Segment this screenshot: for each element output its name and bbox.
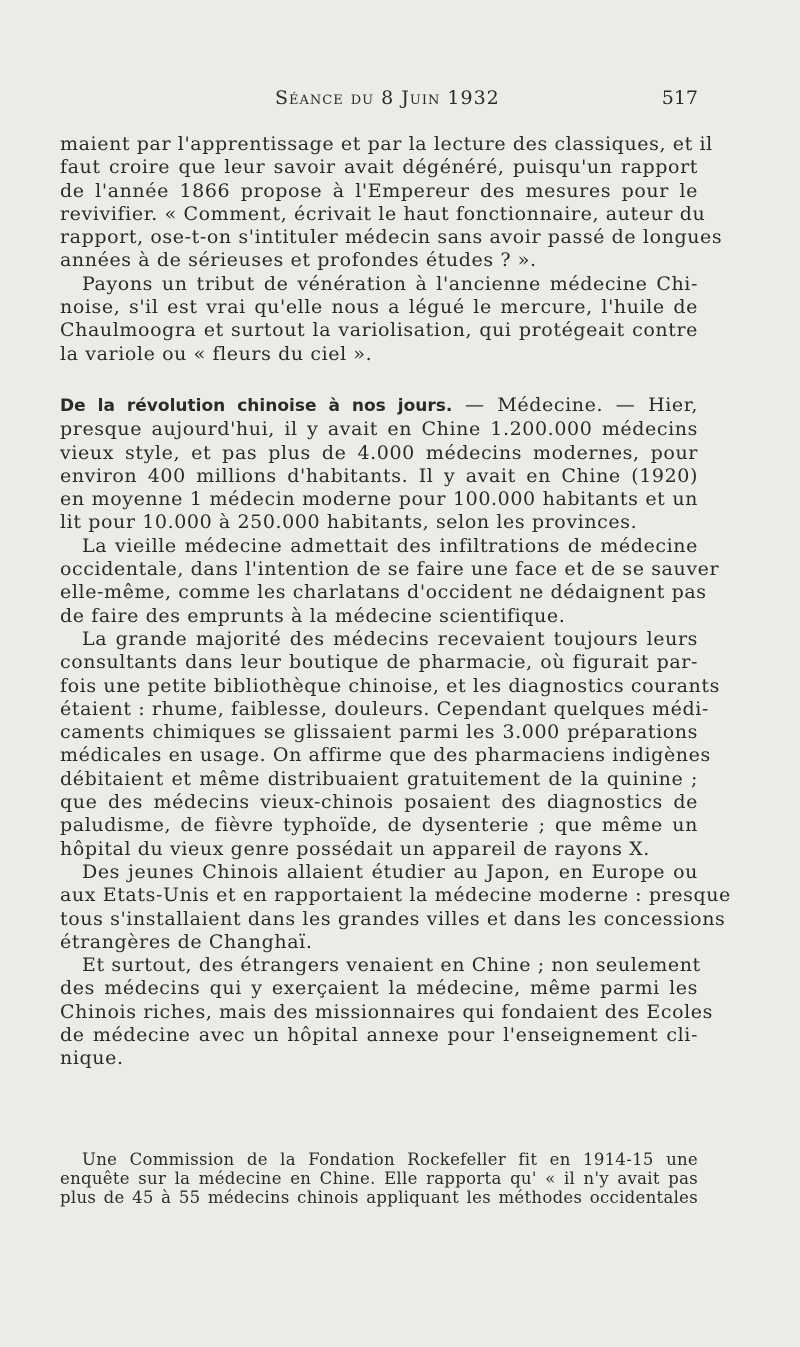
text-line: La grande majorité des médecins recevaient toujours leurs — [82, 627, 698, 650]
text-line: fois une petite bibliothèque chinoise, et les diagnostics courants — [60, 674, 720, 697]
text-line: rapport, ose-t-on s'intituler médecin sans avoir passé de longues — [60, 226, 723, 249]
text-line: elle-même, comme les charlatans d'occident ne dédaignent pas — [60, 581, 707, 604]
text-line: tous s'installaient dans les grandes villes et dans les concessions — [60, 907, 726, 930]
text-line: étrangères de Changhaï. — [60, 930, 313, 953]
paragraph-4 — [60, 534, 720, 628]
text-line: occidentale, dans l'intention de se faire une face et de se sauver — [60, 558, 720, 581]
text-line: aux Etats-Unis et en rapportaient la médecine moderne : presque — [60, 884, 731, 907]
paragraph-7 — [60, 954, 713, 1070]
section-heading: De la révolution chinoise à nos jours. — [60, 395, 453, 416]
text-line: des médecins qui y exerçaient la médecine, même parmi les — [60, 977, 698, 1000]
text-line: caments chimiques se glissaient parmi les 3.000 préparations — [60, 721, 698, 744]
text-line: Chaulmoogra et surtout la variolisation, qui protégeait contre — [60, 319, 698, 342]
text-line: noise, s'il est vrai qu'elle nous a légué le mercure, l'huile de — [60, 296, 698, 319]
text-line: lit pour 10.000 à 250.000 habitants, selon les provinces. — [60, 511, 638, 534]
text-line: faut croire que leur savoir avait dégénéré, puisqu'un rapport — [60, 156, 698, 179]
footnote-line: Une Commission de la Fondation Rockefeller fit en 1914-15 une — [82, 1150, 698, 1169]
text-line: Et surtout, des étrangers venaient en Chine ; non seulement — [82, 954, 701, 977]
text-line: en moyenne 1 médecin moderne pour 100.000 habitants et un — [60, 488, 698, 511]
text-line: de l'année 1866 propose à l'Empereur des mesures pour le — [60, 179, 698, 202]
footnote-line: enquête sur la médecine en Chine. Elle rapporta qu' « il n'y avait pas — [60, 1169, 698, 1188]
paragraph-5 — [60, 627, 720, 861]
text-line: Chinois riches, mais des missionnaires qui fondaient des Ecoles — [60, 1000, 713, 1023]
text-line: Payons un tribut de vénération à l'ancienne médecine Chi- — [82, 272, 698, 295]
text-line: La vieille médecine admettait des infiltrations de médecine — [82, 534, 698, 557]
running-title: Séance du 8 Juin 1932 — [275, 87, 500, 109]
text-line: Des jeunes Chinois allaient étudier au Japon, en Europe ou — [82, 860, 698, 883]
paragraph-1 — [60, 133, 723, 273]
section-subject: — Médecine. — Hier, — [452, 393, 698, 416]
text-line: médicales en usage. On affirme que des pharmaciens indigènes — [60, 744, 711, 767]
text-line: que des médecins vieux-chinois posaient des diagnostics de — [60, 791, 698, 814]
text-line: maient par l'apprentissage et par la lecture des classiques, et il — [60, 133, 713, 155]
text-line: débitaient et même distribuaient gratuitement de la quinine ; — [60, 767, 698, 790]
paragraph-2 — [60, 273, 698, 366]
text-line: consultants dans leur boutique de pharmacie, où figurait par- — [60, 651, 698, 674]
text-line: hôpital du vieux genre possédait un appareil de rayons X. — [60, 837, 650, 860]
text-line: nique. — [60, 1047, 124, 1070]
section-gap — [60, 366, 698, 394]
text-line: de médecine avec un hôpital annexe pour l'enseignement cli- — [60, 1023, 698, 1046]
body-text — [60, 133, 731, 1071]
text-line: environ 400 millions d'habitants. Il y avait en Chine (1920) — [60, 464, 698, 487]
page-header — [60, 87, 698, 117]
footnote-line: plus de 45 à 55 médecins chinois appliquant les méthodes occidentales — [60, 1188, 698, 1207]
text-line: la variole ou « fleurs du ciel ». — [60, 342, 373, 365]
section-heading-line — [60, 394, 698, 418]
paragraph-6 — [60, 860, 731, 954]
text-line: étaient : rhume, faiblesse, douleurs. Cependant quelques médi- — [60, 697, 709, 720]
text-line: années à de sérieuses et profondes études ? ». — [60, 249, 537, 272]
page-number: 517 — [661, 87, 698, 109]
text-line: de faire des emprunts à la médecine scientifique. — [60, 604, 566, 627]
paragraph-3 — [60, 394, 698, 535]
text-line: presque aujourd'hui, il y avait en Chine 1.200.000 médecins — [60, 418, 698, 441]
footnote — [60, 1150, 698, 1207]
text-line: revivifier. « Comment, écrivait le haut fonctionnaire, auteur du — [60, 202, 706, 225]
text-line: vieux style, et pas plus de 4.000 médecins modernes, pour — [60, 441, 698, 464]
text-line: paludisme, de fièvre typhoïde, de dysenterie ; que même un — [60, 814, 698, 837]
